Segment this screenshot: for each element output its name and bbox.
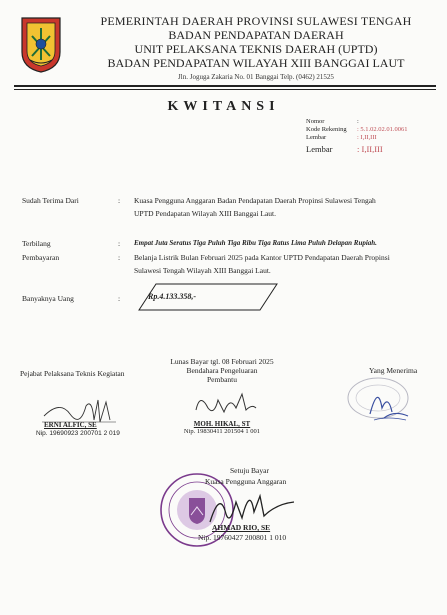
bendahara-subtitle: Pembantu xyxy=(207,375,237,384)
lembar-value-large: : I,II,III xyxy=(357,144,383,154)
terbilang-label: Terbilang xyxy=(22,239,51,248)
penerima-title: Yang Menerima xyxy=(369,366,418,375)
header-government: PEMERINTAH DAERAH PROVINSI SULAWESI TENGAH xyxy=(100,14,412,28)
bendahara-title: Bendahara Pengeluaran xyxy=(186,366,258,375)
document-title: KWITANSI xyxy=(167,99,280,114)
pembayaran-label: Pembayaran xyxy=(22,253,60,262)
kuasa-name: AHMAD RIO, SE xyxy=(212,523,271,532)
kode-rekening-label: Kode Rekening xyxy=(306,126,347,133)
header-divider-thick xyxy=(14,85,436,87)
company-stamp-icon xyxy=(344,374,416,428)
colon: : xyxy=(118,253,121,262)
sudah-terima-dari-label: Sudah Terima Dari xyxy=(22,196,79,205)
lembar-label: Lembar xyxy=(306,134,327,141)
bendahara-nip: Nip. 19830411 201504 1 001 xyxy=(183,428,261,435)
sudah-terima-dari-line1: Kuasa Pengguna Anggaran Badan Pendapatan Daerah Propinsi Sulawesi Tengah xyxy=(134,196,376,205)
bendahara-signature xyxy=(190,386,260,420)
banyaknya-uang-label: Banyaknya Uang xyxy=(22,294,74,303)
provincial-emblem-logo xyxy=(18,16,64,74)
pejabat-name: ERNI ALFIC, SE xyxy=(44,421,97,429)
header-unit: UNIT PELAKSANA TEKNIS DAERAH (UPTD) xyxy=(134,42,378,56)
pejabat-nip: Nip. 19690923 200701 2 019 xyxy=(36,430,120,437)
colon: : xyxy=(118,239,121,248)
nomor-label: Nomor xyxy=(306,118,325,125)
header-region: BADAN PENDAPATAN WILAYAH XIII BANGGAI LAUT xyxy=(107,56,405,70)
pejabat-title: Pejabat Pelaksana Teknis Kegiatan xyxy=(20,369,125,378)
kode-rekening-value: : 5.1.02.02.01.0061 xyxy=(357,126,408,133)
pembayaran-line2: Sulawesi Tengah Wilayah XIII Banggai Laut. xyxy=(134,266,271,275)
kuasa-nip: Nip. 19760427 200801 1 010 xyxy=(198,533,287,542)
kuasa-signature xyxy=(200,482,300,528)
setuju-bayar-label: Setuju Bayar xyxy=(230,466,269,475)
header-divider-thin xyxy=(14,89,436,90)
header-address: Jln. Joguga Zakaria No. 01 Banggai Telp. (0462) 21525 xyxy=(178,73,334,81)
colon: : xyxy=(118,196,121,205)
kuasa-pengguna-anggaran-title: Kuasa Pengguna Anggaran xyxy=(205,477,287,486)
lembar-label-large: Lembar xyxy=(306,144,333,154)
lembar-value: : I,II,III xyxy=(357,134,377,141)
nomor-value: : xyxy=(357,118,359,125)
terbilang-value: Empat Juta Seratus Tiga Puluh Tiga Ribu Tiga Ratus Lima Puluh Delapan Rupiah. xyxy=(134,239,377,247)
pembayaran-line1: Belanja Listrik Bulan Februari 2025 pada Kantor UPTD Pendapatan Daerah Propinsi xyxy=(134,253,390,262)
lunas-bayar-date: Lunas Bayar tgl. 08 Februari 2025 xyxy=(170,357,274,366)
colon: : xyxy=(118,294,121,303)
sudah-terima-dari-line2: UPTD Pendapatan Wilayah XIII Banggai Laut. xyxy=(134,209,277,218)
bendahara-name: MOH. HIKAL, ST xyxy=(193,420,251,428)
header-agency: BADAN PENDAPATAN DAERAH xyxy=(168,28,344,42)
amount-value: Rp.4.133.358,- xyxy=(148,292,196,301)
